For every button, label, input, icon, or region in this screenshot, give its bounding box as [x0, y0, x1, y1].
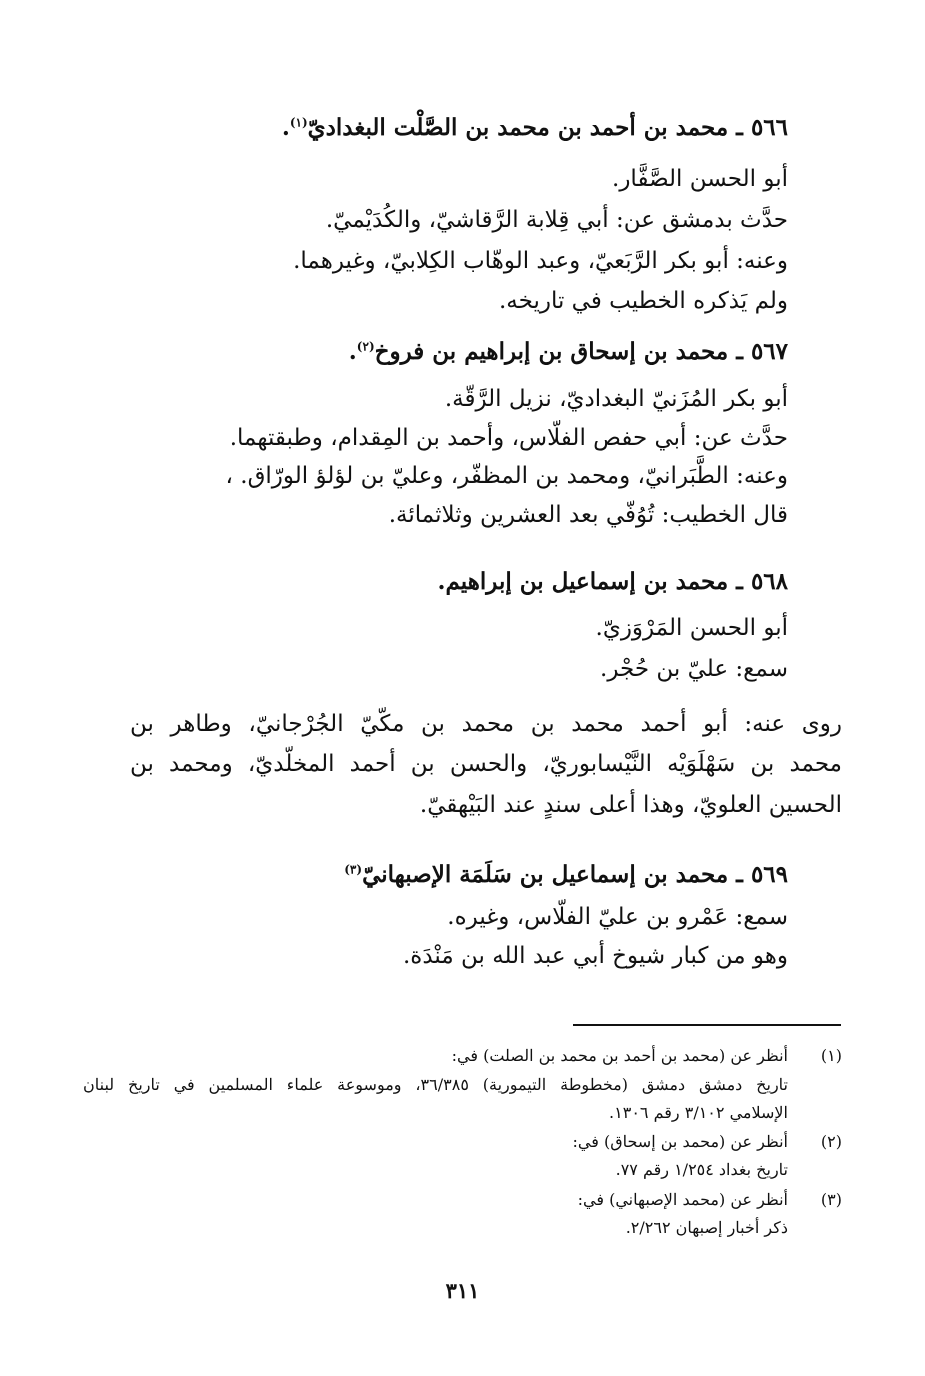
- entry-569-heading: ٥٦٩ ـ محمد بن إسماعيل بن سَلَمَة الإصبهانيّ$^{(٣)}$: [344, 861, 788, 888]
- footnote-3-line-1: أنظر عن (محمد الإصبهاني) في:: [577, 1190, 788, 1209]
- footnote-mark-2[interactable]: (٢): [356, 339, 375, 354]
- footnote-1-line-2: تاريخ دمشق دمشق (مخطوطة التيمورية) ٣٦/٣٨٥، وموسوعة علماء المسلمين في تاريخ لبنان: [83, 1075, 788, 1094]
- entry-569-line-1: سمع: عَمْرو بن عليّ الفلّاس، وغيره.: [447, 904, 788, 930]
- entry-566-line-1: أبو الحسن الصَّفَّار.: [612, 166, 788, 192]
- footnote-divider: [573, 1024, 841, 1026]
- entry-568-paragraph-line-2: محمد بن سَهْلَوَيْه النَّيْسابوريّ، والحسن بن أحمد المخلّديّ، ومحمد بن: [130, 751, 842, 777]
- entry-566-line-3: وعنه: أبو بكر الرَّبَعيّ، وعبد الوهّاب الكِلابيّ، وغيرهما.: [293, 248, 788, 274]
- entry-567-heading: ٥٦٧ ـ محمد بن إسحاق بن إبراهيم بن فروخ$^{(٢)}$.: [348, 338, 788, 365]
- entry-567-line-4: قال الخطيب: تُوُفّي بعد العشرين وثلاثمائة.: [388, 502, 788, 528]
- footnote-1-number: (١): [820, 1046, 842, 1065]
- entry-567-line-2: حدَّث عن: أبي حفص الفلّاس، وأحمد بن المِقدام، وطبقتهما.: [229, 425, 788, 451]
- page-number: ٣١١: [445, 1278, 480, 1303]
- footnote-2-line-2: تاريخ بغداد ١/٢٥٤ رقم ٧٧.: [615, 1160, 788, 1179]
- footnote-2-line-1: أنظر عن (محمد بن إسحاق) في:: [572, 1132, 788, 1151]
- entry-568-line-1: أبو الحسن المَرْوَزيّ.: [595, 615, 788, 641]
- entry-566-heading: ٥٦٦ ـ محمد بن أحمد بن محمد بن الصَّلْت البغداديّ$^{(١)}$.: [281, 114, 788, 141]
- footnote-1-line-1: أنظر عن (محمد بن أحمد بن محمد بن الصلت) في:: [451, 1046, 788, 1065]
- entry-568-paragraph-line-1: روى عنه: أبو أحمد محمد بن محمد بن مكّيّ الجُرْجانيّ، وطاهر بن: [130, 711, 842, 737]
- footnote-mark-3[interactable]: (٣): [344, 862, 363, 877]
- footnote-3-line-2: ذكر أخبار إصبهان ٢/٢٦٢.: [625, 1218, 788, 1237]
- entry-567-line-1: أبو بكر المُزَنيّ البغداديّ، نزيل الرَّقّة.: [444, 386, 788, 412]
- entry-567-line-3: وعنه: الطَّبَرانيّ، ومحمد بن المظفّر، وعليّ بن لؤلؤ الورّاق. ،: [225, 463, 788, 489]
- footnote-1-line-3: الإسلامي ٣/١٠٢ رقم ١٣٠٦.: [609, 1103, 788, 1122]
- footnote-2-number: (٢): [820, 1132, 842, 1151]
- entry-568-paragraph-line-3: الحسين العلويّ، وهذا أعلى سندٍ عند البَيْهقيّ.: [419, 792, 842, 818]
- entry-566-line-4: ولم يَذكره الخطيب في تاريخه.: [498, 288, 788, 314]
- footnote-mark-1[interactable]: (١): [289, 115, 308, 130]
- entry-568-line-2: سمع: عليّ بن حُجْر.: [600, 656, 788, 682]
- entry-566-line-2: حدَّث بدمشق عن: أبي قِلابة الرَّقاشيّ، والكُدَيْميّ.: [325, 207, 788, 233]
- entry-568-heading: ٥٦٨ ـ محمد بن إسماعيل بن إبراهيم.: [437, 568, 788, 595]
- footnote-3-number: (٣): [820, 1190, 842, 1209]
- entry-569-line-2: وهو من كبار شيوخ أبي عبد الله بن مَنْدَة.: [402, 943, 788, 969]
